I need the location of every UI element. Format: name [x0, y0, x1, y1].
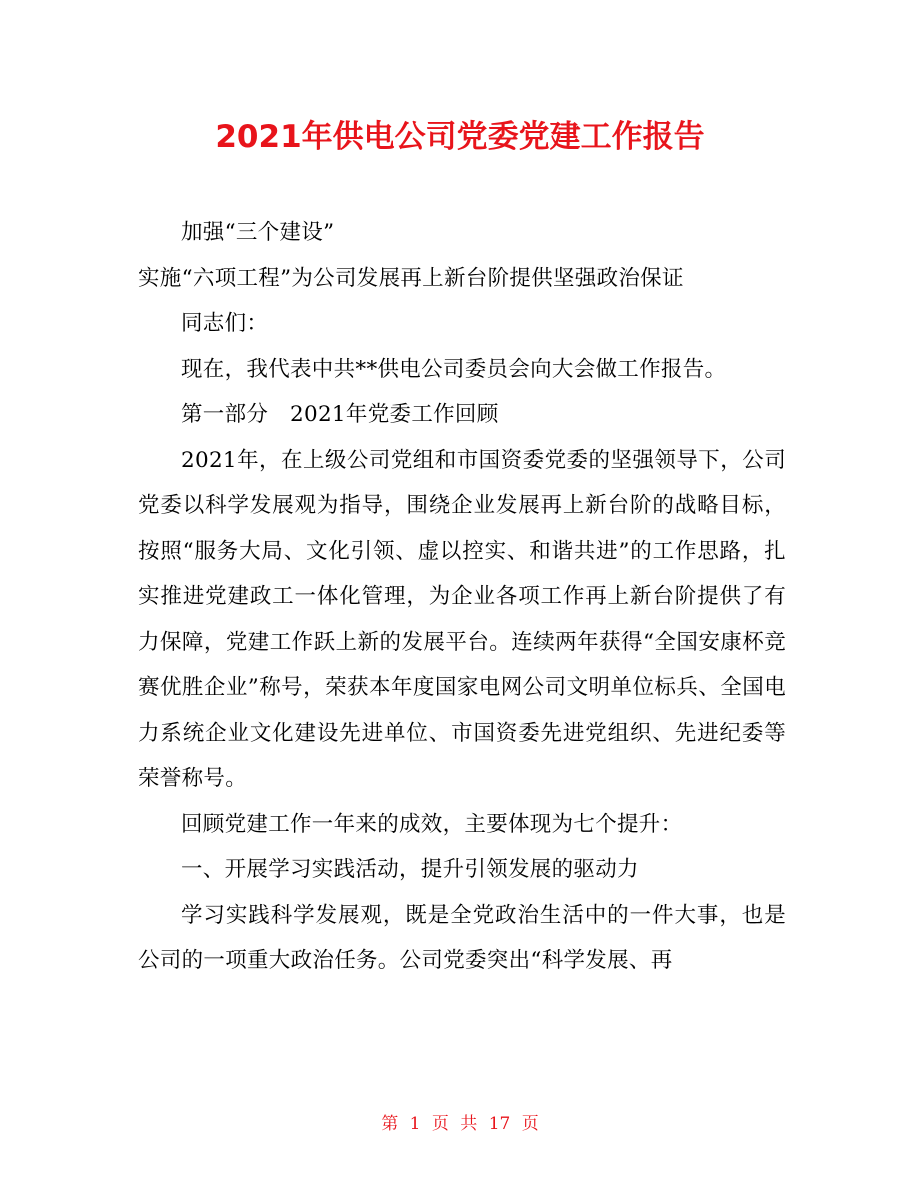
paragraph-salutation: 同志们：: [181, 311, 269, 336]
paragraph-subtitle-2: 实施“六项工程”为公司发展再上新台阶提供坚强政治保证: [138, 265, 684, 291]
page-number-footer: 第 1 页 共 17 页: [381, 1114, 539, 1134]
section-heading-part-1: 第一部分 2021年党委工作回顾: [181, 402, 499, 427]
document-title: 2021年供电公司党委党建工作报告: [215, 119, 705, 155]
paragraph-summary: 回顾党建工作一年来的成效，主要体现为七个提升：: [181, 811, 683, 837]
paragraph-study-practice: 学习实践科学发展观，既是全党政治生活中的一件大事，也是公司的一项重大政治任务。公司党委突出“科学发展、再: [138, 902, 786, 973]
paragraph-subtitle-1: 加强“三个建设”: [181, 220, 335, 245]
section-heading-item-1: 一、开展学习实践活动，提升引领发展的驱动力: [181, 857, 639, 882]
paragraph-intro: 现在，我代表中共**供电公司委员会向大会做工作报告。: [181, 356, 727, 382]
paragraph-review: 2021年，在上级公司党组和市国资委党委的坚强领导下，公司党委以科学发展观为指导，围绕企业发展再上新台阶的战略目标，按照“服务大局、文化引领、虚以控实、和谐共进”的工作思路，扎实推进党建政工一体化管理，为企业各项工作再上新台阶提供了有力保障，党建工作跃上新的发展平台。连续两年获得“全国安康杯竞赛优胜企业”称号，荣获本年度国家电网公司文明单位标兵、全国电力系统企业文化建设先进单位、市国资委先进党组织、先进纪委等荣誉称号。: [138, 447, 786, 791]
document-body: [138, 210, 786, 984]
